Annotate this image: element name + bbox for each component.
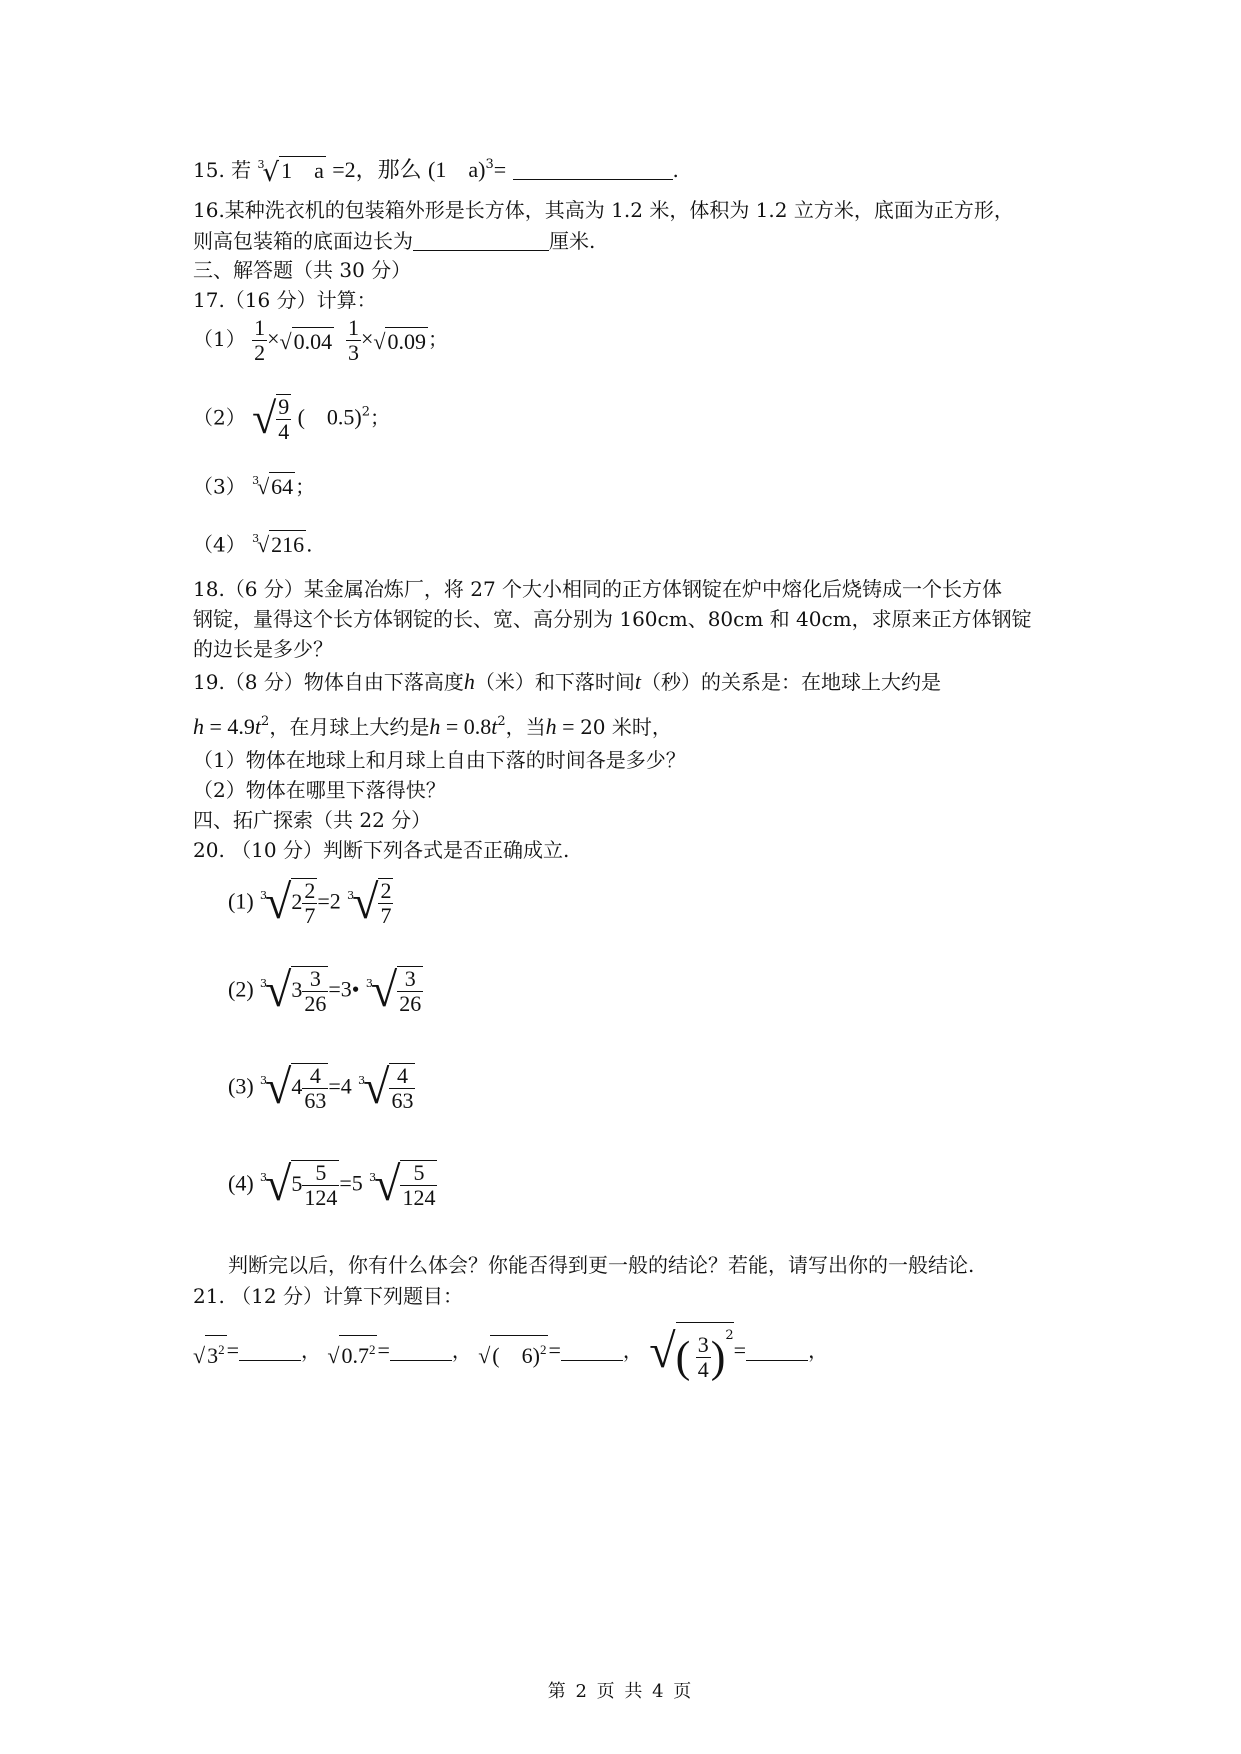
question-17-title: 17.（16 分）计算： [193, 288, 377, 312]
q19-text: （秒）的关系是：在地球上大约是 [641, 670, 942, 694]
part-label: (1) [228, 888, 254, 914]
var-h: h [463, 669, 475, 694]
denominator: 3 [347, 340, 359, 365]
equals-sign: = [226, 1337, 239, 1363]
whole-part: 4 [291, 1074, 303, 1099]
radical-sign: √ [370, 964, 398, 1017]
radicand [339, 1335, 377, 1369]
root-index: 3 [252, 532, 260, 545]
cube-root [366, 966, 423, 1016]
numerator: 5 [302, 1161, 339, 1186]
question-18-line1: 18.（6 分）某金属冶炼厂，将 27 个大小相同的正方体钢锭在炉中熔化后烧铸成一个长方体 [193, 577, 1003, 601]
var-t: t [634, 669, 642, 694]
radicand: 64 [271, 474, 294, 499]
equals-part: =2 [317, 888, 341, 914]
section-title-4: 四、拓广探索（共 22 分） [193, 808, 432, 832]
period: . [306, 532, 313, 557]
q15-paren: (1 a) [428, 157, 486, 182]
q20-item-1 [228, 878, 393, 928]
question-19-line1 [193, 669, 941, 695]
fraction [276, 394, 291, 444]
question-19-sub1: （1）物体在地球上和月球上自由下落的时间各是多少？ [193, 748, 686, 772]
numerator: 1 [254, 315, 266, 340]
numerator: 1 [347, 315, 359, 340]
numerator: 3 [302, 967, 328, 992]
fraction [302, 1161, 339, 1210]
root-index: 3 [260, 888, 268, 902]
numerator: 4 [389, 1064, 415, 1089]
var-t: t [491, 714, 498, 739]
question-number: 15. [193, 158, 225, 182]
radicand [676, 1322, 734, 1382]
root-index: 3 [358, 1073, 366, 1087]
q19-text: ，当 [505, 715, 546, 739]
equals-part: =5 [339, 1170, 363, 1196]
square-root [280, 327, 335, 355]
coefficient: 4.9 [227, 714, 255, 739]
part-label: （3） [193, 474, 246, 499]
dot-sign: • [351, 976, 360, 1002]
q20-conclusion: 判断完以后，你有什么体会？你能否得到更一般的结论？若能，请写出你的一般结论. [228, 1253, 975, 1277]
equals-sign: = [204, 714, 228, 739]
denominator: 26 [304, 991, 327, 1016]
q17-part1 [193, 316, 448, 365]
fraction [302, 1064, 328, 1113]
radicand [205, 1335, 227, 1369]
q17-p2-rest: ( 0.5) [297, 404, 362, 430]
equals-sign: = [556, 714, 581, 739]
q17-part2 [193, 394, 390, 444]
cube-root [358, 1063, 415, 1113]
cube-root [252, 530, 306, 562]
equals-sign: = [440, 714, 464, 739]
equals-sign: = [548, 1337, 561, 1363]
fraction [252, 316, 267, 365]
answer-blank[interactable] [239, 1340, 301, 1361]
coefficient: 0.8 [463, 714, 492, 739]
denominator: 2 [254, 340, 266, 365]
numerator: 3 [697, 1332, 709, 1357]
numerator: 9 [278, 394, 290, 419]
fraction [346, 316, 361, 365]
q21-expressions [193, 1322, 828, 1382]
answer-blank[interactable] [513, 159, 673, 180]
root-index: 3 [369, 1170, 377, 1184]
numerator: 5 [400, 1161, 437, 1186]
var-h: h [545, 714, 557, 739]
cube-root [260, 1160, 339, 1210]
q19-text: ，在月球上大约是 [269, 715, 430, 739]
question-15 [193, 152, 679, 188]
radical-sign: √ [262, 157, 280, 188]
base: 0.7 [341, 1343, 369, 1368]
exponent: 2 [539, 1342, 547, 1357]
question-20-title: 20. （10 分）判断下列各式是否正确成立. [193, 838, 570, 862]
answer-blank[interactable] [561, 1340, 623, 1361]
square-root [373, 327, 428, 355]
radicand: 0.09 [387, 328, 426, 354]
answer-blank[interactable] [413, 230, 549, 251]
equals-sign: = [733, 1337, 747, 1363]
numerator: 2 [380, 878, 392, 903]
minus-sign [334, 326, 340, 351]
fraction [397, 966, 423, 1016]
denominator: 7 [380, 903, 392, 928]
numerator: 3 [397, 967, 423, 992]
exponent: 2 [361, 404, 371, 420]
root-index: 3 [257, 157, 265, 171]
base: ( 6) [492, 1343, 540, 1368]
section-title-3: 三、解答题（共 30 分） [193, 258, 412, 282]
numerator: 2 [304, 878, 316, 903]
whole-part: 5 [291, 1171, 303, 1196]
denominator: 63 [391, 1088, 414, 1113]
radical-sign: √ [279, 328, 292, 354]
root-index: 3 [260, 976, 268, 990]
radical-sign: √ [363, 1061, 390, 1114]
root-index: 3 [347, 888, 355, 902]
numerator: 4 [302, 1064, 328, 1089]
comma: ， [451, 1338, 472, 1363]
q20-item-4 [228, 1160, 437, 1210]
radicand [291, 1063, 328, 1113]
radicand: 0.04 [293, 328, 333, 354]
exponent: 2 [368, 1342, 376, 1357]
fraction [302, 879, 317, 928]
denominator: 63 [304, 1088, 327, 1113]
left-paren: ( [675, 1332, 691, 1382]
part-label: （4） [193, 532, 246, 557]
square-root [649, 1322, 733, 1382]
cube-root [369, 1160, 437, 1210]
period: . [672, 158, 679, 182]
answer-blank[interactable] [746, 1340, 808, 1361]
radical-sign: √ [265, 876, 292, 929]
times-sign: × [360, 326, 374, 351]
radical-sign: √ [374, 1158, 401, 1211]
q19-text: （米）和下落时间 [474, 670, 635, 694]
part-label: (4) [228, 1170, 254, 1196]
root-index: 3 [365, 976, 373, 990]
fraction [378, 878, 393, 928]
radical-sign: √ [352, 876, 379, 929]
var-t: t [254, 714, 262, 739]
exponent: 3 [485, 157, 494, 172]
exponent: 2 [261, 714, 270, 729]
radicand: 216 [271, 532, 305, 557]
radical-sign: √ [649, 1325, 676, 1378]
q15-if: 若 [231, 158, 252, 182]
var-h: h [429, 714, 441, 739]
cube-root [260, 1063, 328, 1113]
part-label: (2) [228, 976, 254, 1002]
q20-item-3 [228, 1063, 415, 1113]
part-label: （1） [193, 327, 246, 351]
cube-root [258, 156, 326, 188]
q16-text: 则高包装箱的底面边长为 [193, 229, 413, 253]
exponent: 2 [725, 1328, 734, 1343]
q17-part4 [193, 530, 313, 562]
radicand [291, 1160, 339, 1210]
radical-sign: √ [327, 1343, 340, 1368]
fraction [302, 967, 328, 1016]
semicolon: ； [295, 474, 316, 499]
question-18-line2: 钢锭，量得这个长方体钢锭的长、宽、高分别为 160cm、80cm 和 40cm，求原来正方体钢锭 [193, 607, 1032, 631]
square-root [478, 1335, 548, 1369]
q19-text: 19.（8 分）物体自由下落高度 [193, 670, 464, 694]
cube-root [252, 472, 295, 504]
equals-part: =3 [328, 976, 352, 1002]
cube-root [260, 966, 328, 1016]
denominator: 4 [697, 1357, 709, 1382]
equals-sign: = [493, 157, 507, 182]
fraction [389, 1063, 415, 1113]
question-16-line1: 16.某种洗衣机的包装箱外形是长方体，其高为 1.2 米，体积为 1.2 立方米，底面为正方形， [193, 198, 1014, 222]
radical-sign: √ [257, 532, 270, 557]
denominator: 4 [278, 419, 290, 444]
square-root [327, 1335, 377, 1369]
comma: ， [622, 1338, 643, 1363]
part-label: (3) [228, 1073, 254, 1099]
denominator: 7 [304, 903, 316, 928]
cube-root [260, 878, 317, 928]
equals-sign: = [377, 1337, 390, 1363]
equals-part: =4 [328, 1073, 352, 1099]
square-root [193, 1335, 227, 1369]
question-19-sub2: （2）物体在哪里下落得快？ [193, 778, 446, 802]
times-sign: × [267, 326, 280, 351]
root-index: 3 [260, 1170, 268, 1184]
comma: ， [808, 1338, 829, 1363]
comma: ， [301, 1338, 321, 1363]
radicand [490, 1335, 548, 1369]
square-root [252, 394, 291, 444]
q19-text: 20 米时， [580, 715, 672, 739]
denominator: 26 [399, 991, 422, 1016]
q20-item-2 [228, 966, 423, 1016]
whole-part: 3 [291, 977, 303, 1002]
q16-unit: 厘米. [549, 229, 596, 253]
radical-sign: √ [265, 1061, 292, 1114]
radicand [291, 878, 317, 928]
question-21-title: 21. （12 分）计算下列题目： [193, 1284, 463, 1308]
denominator: 124 [304, 1185, 338, 1210]
question-18-line3: 的边长是多少？ [193, 637, 333, 661]
page-footer: 第 2 页 共 4 页 [547, 1681, 694, 1702]
root-index: 3 [260, 1073, 268, 1087]
denominator: 124 [402, 1185, 436, 1210]
question-16-line2 [193, 228, 595, 254]
radical-sign: √ [265, 964, 292, 1017]
q17-part3 [193, 472, 315, 504]
fraction [696, 1333, 711, 1382]
question-19-line2 [193, 709, 672, 740]
base: 3 [207, 1343, 219, 1368]
semicolon: ； [370, 405, 391, 430]
fraction [400, 1160, 437, 1210]
semicolon: ； [427, 327, 448, 351]
right-paren: ) [710, 1332, 726, 1382]
radicand [291, 966, 328, 1016]
exponent: 2 [218, 1342, 225, 1357]
root-index: 3 [252, 474, 260, 487]
equals-sign: = [332, 157, 345, 182]
var-h: h [193, 714, 204, 739]
radical-sign: √ [252, 394, 277, 443]
cube-root [347, 878, 393, 928]
part-label: （2） [193, 405, 246, 430]
answer-blank[interactable] [390, 1340, 452, 1361]
radicand: 1 a [281, 157, 324, 183]
radical-sign: √ [373, 328, 386, 354]
exponent: 2 [497, 714, 506, 729]
radical-sign: √ [265, 1158, 292, 1211]
q15-after: 2，那么 [344, 157, 422, 182]
whole-part: 2 [291, 889, 303, 914]
radical-sign: √ [193, 1343, 206, 1368]
radical-sign: √ [257, 474, 270, 499]
radical-sign: √ [478, 1343, 491, 1368]
